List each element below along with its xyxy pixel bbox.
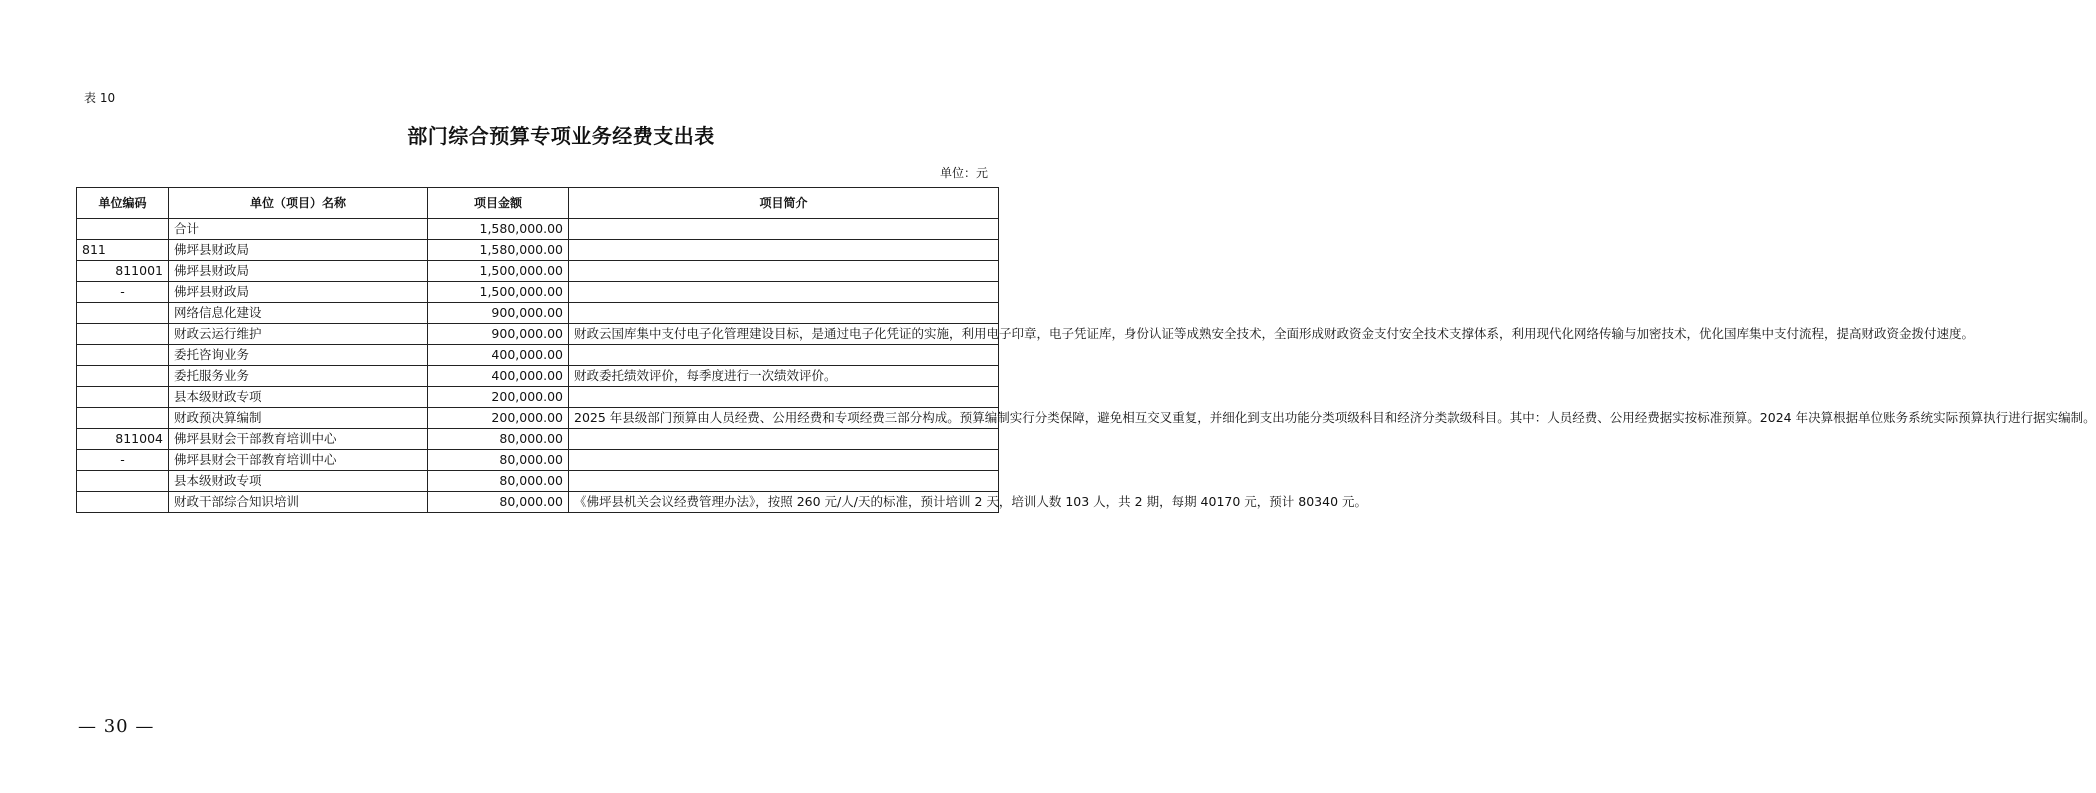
project-desc: [569, 471, 999, 492]
page-number: — 30 —: [78, 716, 155, 737]
table-number: 表 10: [84, 91, 116, 105]
project-desc: [569, 345, 999, 366]
project-amount: 1,580,000.00: [428, 240, 569, 261]
unit-name: 佛坪县财会干部教育培训中心: [169, 429, 428, 450]
unit-code: [77, 408, 169, 429]
table-row: [77, 408, 999, 429]
table-row: [77, 492, 999, 513]
unit-code: -: [77, 450, 169, 471]
project-desc: [569, 219, 999, 240]
unit-name: 财政云运行维护: [169, 324, 428, 345]
project-amount: 200,000.00: [428, 387, 569, 408]
table-row: [77, 219, 999, 240]
expenditure-table: [76, 187, 2096, 513]
project-desc: [569, 261, 999, 282]
unit-code: 811: [77, 240, 169, 261]
unit-name: 财政预决算编制: [169, 408, 428, 429]
unit-code: [77, 324, 169, 345]
project-amount: 80,000.00: [428, 492, 569, 513]
table-row: [77, 429, 999, 450]
table-row: [77, 366, 999, 387]
project-amount: 900,000.00: [428, 303, 569, 324]
project-amount: 1,580,000.00: [428, 219, 569, 240]
unit-code: [77, 219, 169, 240]
table-row: [77, 324, 999, 345]
unit-code: 811004: [77, 429, 169, 450]
table-row: [77, 471, 999, 492]
project-desc: [569, 429, 999, 450]
col-header-name: 单位（项目）名称: [169, 188, 428, 219]
unit-code: [77, 366, 169, 387]
unit-name: 委托咨询业务: [169, 345, 428, 366]
unit-code: [77, 303, 169, 324]
page-title: 部门综合预算专项业务经费支出表: [407, 124, 715, 148]
project-desc: 2025 年县级部门预算由人员经费、公用经费和专项经费三部分构成。预算编制实行分类保障，避免相互交叉重复，并细化到支出功能分类项级科目和经济分类款级科目。其中：人员经费、公用经费据实按标准预算。2024 年决算根据单位账务系统实际预算执行进行据实编制。: [569, 408, 999, 429]
project-amount: 1,500,000.00: [428, 282, 569, 303]
table-row: [77, 345, 999, 366]
table-row: [77, 450, 999, 471]
unit-label: 单位：元: [939, 166, 988, 180]
unit-name: 佛坪县财会干部教育培训中心: [169, 450, 428, 471]
project-amount: 200,000.00: [428, 408, 569, 429]
project-desc: [569, 387, 999, 408]
unit-name: 县本级财政专项: [169, 471, 428, 492]
unit-code: [77, 471, 169, 492]
project-amount: 900,000.00: [428, 324, 569, 345]
project-amount: 400,000.00: [428, 366, 569, 387]
col-header-amount: 项目金额: [428, 188, 569, 219]
unit-code: -: [77, 282, 169, 303]
unit-name: 网络信息化建设: [169, 303, 428, 324]
project-desc: 财政委托绩效评价，每季度进行一次绩效评价。: [569, 366, 999, 387]
project-amount: 400,000.00: [428, 345, 569, 366]
unit-name: 佛坪县财政局: [169, 261, 428, 282]
project-desc: [569, 450, 999, 471]
unit-name: 佛坪县财政局: [169, 282, 428, 303]
unit-code: 811001: [77, 261, 169, 282]
table-row: [77, 303, 999, 324]
table-row: [77, 282, 999, 303]
unit-name: 县本级财政专项: [169, 387, 428, 408]
table-row: [77, 240, 999, 261]
table-row: [77, 387, 999, 408]
col-header-code: 单位编码: [77, 188, 169, 219]
col-header-desc: 项目简介: [569, 188, 999, 219]
project-desc: [569, 282, 999, 303]
unit-code: [77, 492, 169, 513]
unit-code: [77, 345, 169, 366]
project-amount: 80,000.00: [428, 429, 569, 450]
project-amount: 80,000.00: [428, 471, 569, 492]
unit-name: 合计: [169, 219, 428, 240]
unit-name: 佛坪县财政局: [169, 240, 428, 261]
project-desc: 《佛坪县机关会议经费管理办法》，按照 260 元/人/天的标准，预计培训 2 天，培训人数 103 人，共 2 期，每期 40170 元，预计 80340 元。: [569, 492, 999, 513]
project-desc: 财政云国库集中支付电子化管理建设目标，是通过电子化凭证的实施，利用电子印章，电子凭证库，身份认证等成熟安全技术，全面形成财政资金支付安全技术支撑体系，利用现代化网络传输与加密技术，优化国库集中支付流程，提高财政资金拨付速度。: [569, 324, 999, 345]
unit-name: 财政干部综合知识培训: [169, 492, 428, 513]
unit-name: 委托服务业务: [169, 366, 428, 387]
unit-code: [77, 387, 169, 408]
project-amount: 1,500,000.00: [428, 261, 569, 282]
project-desc: [569, 303, 999, 324]
table-row: [77, 261, 999, 282]
table-header-row: [77, 188, 999, 219]
project-amount: 80,000.00: [428, 450, 569, 471]
project-desc: [569, 240, 999, 261]
